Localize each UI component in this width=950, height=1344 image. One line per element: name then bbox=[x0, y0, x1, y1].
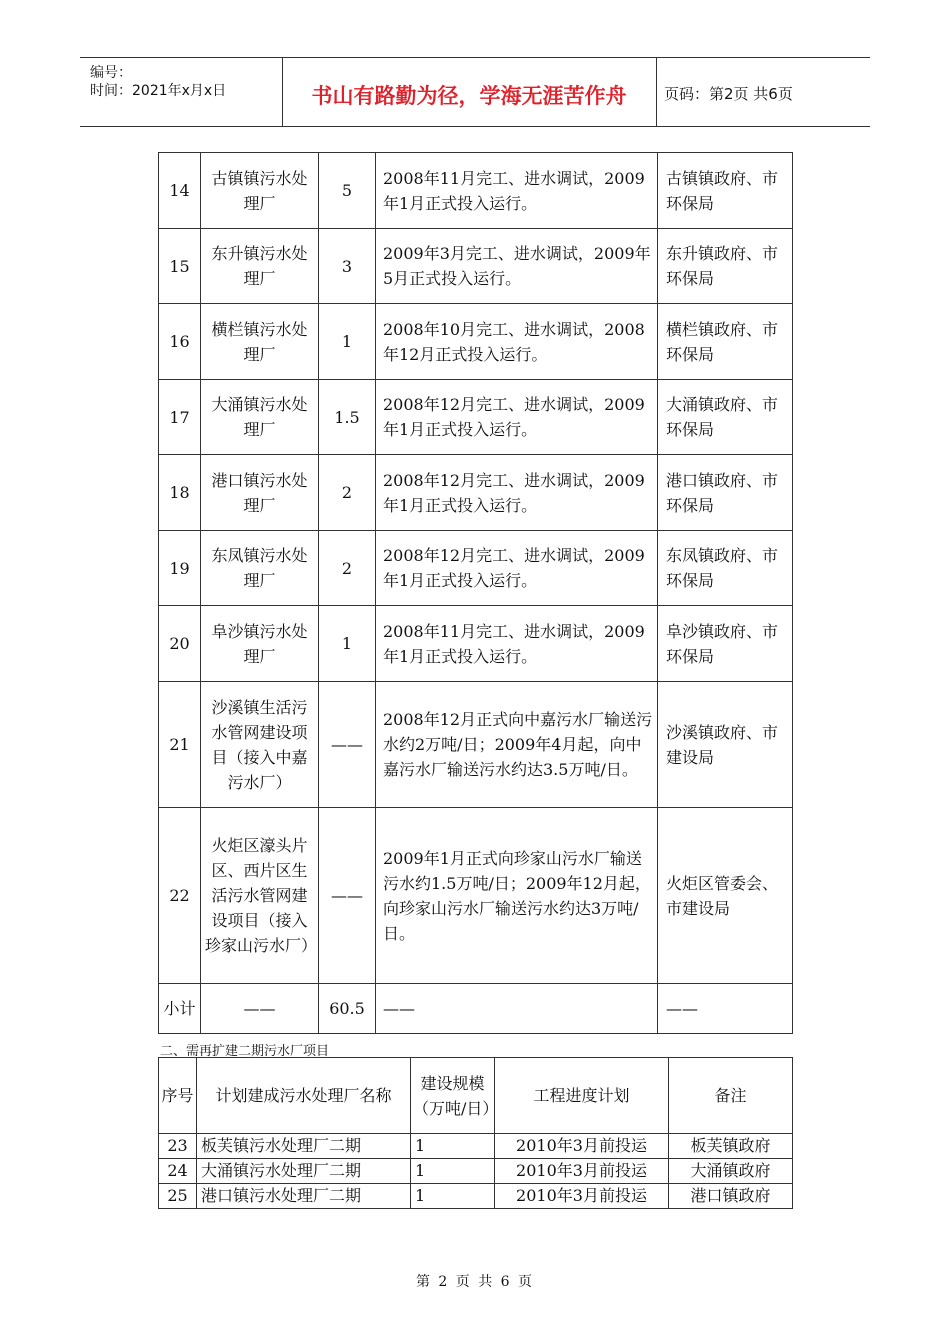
plant-dept: 东升镇政府、市环保局 bbox=[658, 229, 793, 304]
plant-name: 古镇镇污水处理厂 bbox=[201, 153, 319, 229]
subtotal-label: 小计 bbox=[159, 984, 201, 1034]
plant-dept: 火炬区管委会、市建设局 bbox=[658, 808, 793, 984]
plant-name: 大涌镇污水处理厂二期 bbox=[197, 1159, 411, 1184]
header-progress: 工程进度计划 bbox=[495, 1058, 669, 1134]
header-no: 序号 bbox=[159, 1058, 197, 1134]
plant-name: 阜沙镇污水处理厂 bbox=[201, 606, 319, 682]
plant-name: 港口镇污水处理厂 bbox=[201, 455, 319, 531]
plant-progress: 2009年1月正式向珍家山污水厂输送污水约1.5万吨/日；2009年12月起，向珍家山污水厂输送污水约达3万吨/日。 bbox=[376, 808, 658, 984]
plant-progress: 2010年3月前投运 bbox=[495, 1184, 669, 1209]
plant-progress: 2008年10月完工、进水调试，2008年12月正式投入运行。 bbox=[376, 304, 658, 380]
subtotal-dept: —— bbox=[658, 984, 793, 1034]
plant-dept: 古镇镇政府、市环保局 bbox=[658, 153, 793, 229]
table-row bbox=[159, 1184, 793, 1209]
page-header bbox=[80, 57, 870, 127]
plant-scale: —— bbox=[319, 682, 376, 808]
table-row bbox=[159, 606, 793, 682]
plant-scale: 2 bbox=[319, 455, 376, 531]
plant-scale: 1 bbox=[411, 1184, 495, 1209]
subtotal-progress: —— bbox=[376, 984, 658, 1034]
plant-scale: 1 bbox=[411, 1159, 495, 1184]
plant-dept: 东凤镇政府、市环保局 bbox=[658, 531, 793, 606]
subtotal-row bbox=[159, 984, 793, 1034]
plant-progress: 2010年3月前投运 bbox=[495, 1134, 669, 1159]
plant-progress: 2008年11月完工、进水调试，2009年1月正式投入运行。 bbox=[376, 153, 658, 229]
page-footer: 第 2 页 共 6 页 bbox=[415, 1274, 535, 1290]
table-header-row bbox=[159, 1058, 793, 1134]
row-number: 16 bbox=[159, 304, 201, 380]
table-row bbox=[159, 380, 793, 455]
plant-dept: 沙溪镇政府、市建设局 bbox=[658, 682, 793, 808]
plant-name: 火炬区濠头片区、西片区生活污水管网建设项目（接入珍家山污水厂） bbox=[201, 808, 319, 984]
section-title: 二、需再扩建二期污水厂项目 bbox=[160, 1044, 330, 1059]
subtotal-name: —— bbox=[201, 984, 319, 1034]
plant-scale: 2 bbox=[319, 531, 376, 606]
plant-progress: 2008年12月完工、进水调试，2009年1月正式投入运行。 bbox=[376, 455, 658, 531]
header-scale: 建设规模（万吨/日） bbox=[411, 1058, 495, 1134]
plant-name: 东升镇污水处理厂 bbox=[201, 229, 319, 304]
plant-scale: —— bbox=[319, 808, 376, 984]
plant-name: 东凤镇污水处理厂 bbox=[201, 531, 319, 606]
plant-progress: 2010年3月前投运 bbox=[495, 1159, 669, 1184]
plant-note: 大涌镇政府 bbox=[669, 1159, 793, 1184]
plant-note: 板芙镇政府 bbox=[669, 1134, 793, 1159]
row-number: 22 bbox=[159, 808, 201, 984]
plant-name: 板芙镇污水处理厂二期 bbox=[197, 1134, 411, 1159]
table-row bbox=[159, 531, 793, 606]
row-number: 19 bbox=[159, 531, 201, 606]
row-number: 14 bbox=[159, 153, 201, 229]
plant-name: 港口镇污水处理厂二期 bbox=[197, 1184, 411, 1209]
table-row bbox=[159, 229, 793, 304]
row-number: 24 bbox=[159, 1159, 197, 1184]
subtotal-scale: 60.5 bbox=[319, 984, 376, 1034]
row-number: 20 bbox=[159, 606, 201, 682]
row-number: 21 bbox=[159, 682, 201, 808]
page-number-label: 页码：第2页 共6页 bbox=[664, 85, 793, 103]
plant-scale: 3 bbox=[319, 229, 376, 304]
header-meta-cell bbox=[80, 58, 283, 126]
row-number: 25 bbox=[159, 1184, 197, 1209]
plant-dept: 大涌镇政府、市环保局 bbox=[658, 380, 793, 455]
plant-dept: 横栏镇政府、市环保局 bbox=[658, 304, 793, 380]
row-number: 15 bbox=[159, 229, 201, 304]
plant-note: 港口镇政府 bbox=[669, 1184, 793, 1209]
plant-progress-table bbox=[158, 152, 793, 1034]
table-row bbox=[159, 1134, 793, 1159]
table-row bbox=[159, 304, 793, 380]
time-label: 时间：2021年x月x日 bbox=[90, 83, 227, 99]
serial-label: 编号： bbox=[90, 65, 132, 81]
table-row bbox=[159, 682, 793, 808]
plant-name: 横栏镇污水处理厂 bbox=[201, 304, 319, 380]
table-row bbox=[159, 808, 793, 984]
header-note: 备注 bbox=[669, 1058, 793, 1134]
row-number: 17 bbox=[159, 380, 201, 455]
plant-progress: 2009年3月完工、进水调试，2009年5月正式投入运行。 bbox=[376, 229, 658, 304]
plant-name: 大涌镇污水处理厂 bbox=[201, 380, 319, 455]
table-row bbox=[159, 1159, 793, 1184]
plant-scale: 1 bbox=[319, 304, 376, 380]
plant-scale: 1 bbox=[411, 1134, 495, 1159]
plant-name: 沙溪镇生活污水管网建设项目（接入中嘉污水厂） bbox=[201, 682, 319, 808]
plant-progress: 2008年11月完工、进水调试，2009年1月正式投入运行。 bbox=[376, 606, 658, 682]
motto-text: 书山有路勤为径，学海无涯苦作舟 bbox=[311, 84, 627, 108]
plant-progress: 2008年12月完工、进水调试，2009年1月正式投入运行。 bbox=[376, 531, 658, 606]
row-number: 18 bbox=[159, 455, 201, 531]
header-page-cell bbox=[656, 58, 870, 126]
plant-dept: 阜沙镇政府、市环保局 bbox=[658, 606, 793, 682]
plant-dept: 港口镇政府、市环保局 bbox=[658, 455, 793, 531]
plant-scale: 1 bbox=[319, 606, 376, 682]
row-number: 23 bbox=[159, 1134, 197, 1159]
plant-scale: 5 bbox=[319, 153, 376, 229]
plant-progress: 2008年12月正式向中嘉污水厂输送污水约2万吨/日；2009年4月起，向中嘉污水厂输送污水约达3.5万吨/日。 bbox=[376, 682, 658, 808]
plant-progress: 2008年12月完工、进水调试，2009年1月正式投入运行。 bbox=[376, 380, 658, 455]
plant-scale: 1.5 bbox=[319, 380, 376, 455]
table-row bbox=[159, 153, 793, 229]
phase2-table bbox=[158, 1057, 793, 1209]
table-row bbox=[159, 455, 793, 531]
header-name: 计划建成污水处理厂名称 bbox=[197, 1058, 411, 1134]
header-motto-cell bbox=[282, 58, 657, 126]
